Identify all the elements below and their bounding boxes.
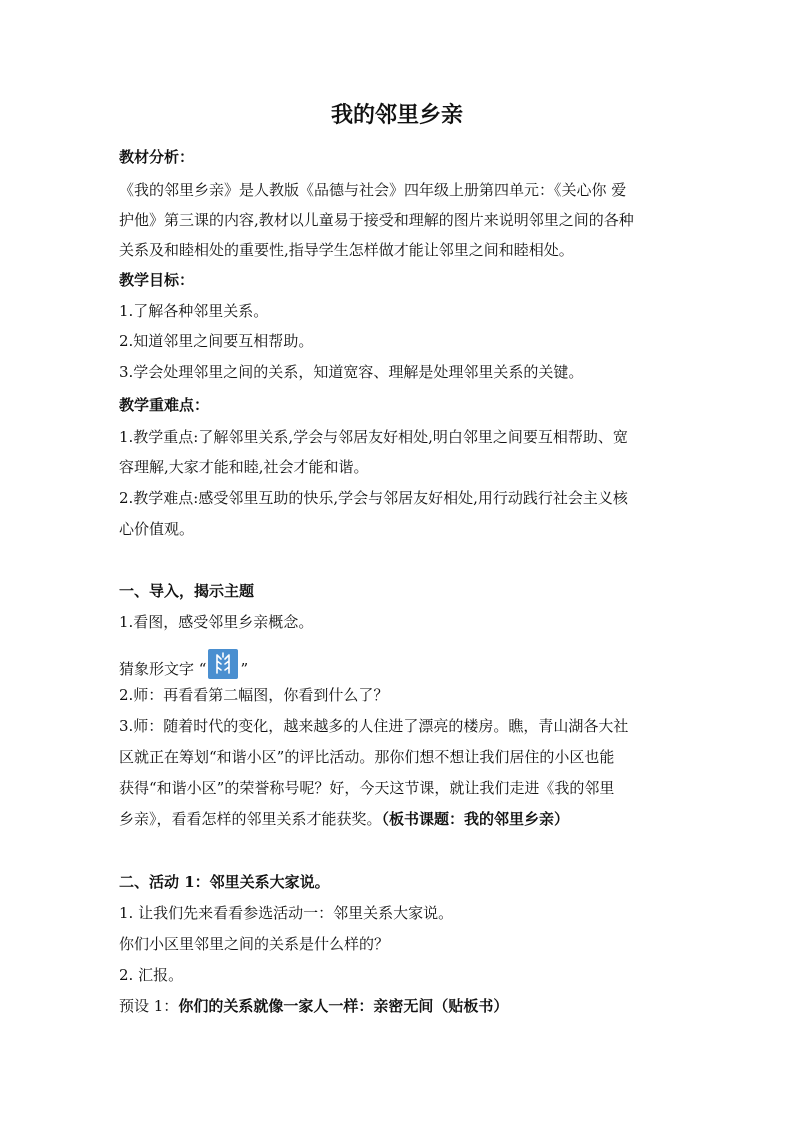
guess-suffix: ” <box>240 660 249 678</box>
preset-line <box>119 996 679 1016</box>
page-title: 我的邻里乡亲 <box>330 102 463 128</box>
guess-line <box>119 655 679 685</box>
part1-line-2: 2.师：再看看第二幅图，你看到什么了？ <box>119 686 389 704</box>
analysis-line-1: 《我的邻里乡亲》是人教版《品德与社会》四年级上册第四单元：《关心你 爱 <box>119 181 627 199</box>
hieroglyph-image-icon <box>208 649 238 679</box>
analysis-heading: 教材分析： <box>119 148 195 166</box>
key-heading: 教学重难点： <box>119 396 210 414</box>
guess-prefix: 猜象形文字 “ <box>119 660 207 678</box>
preset-label: 预设 1： <box>119 997 179 1015</box>
part1-line-4: 区就正在筹划“和谐小区”的评比活动。那你们想不想让我们居住的小区也能 <box>119 748 615 766</box>
analysis-line-2: 护他》第三课的内容,教材以儿童易于接受和理解的图片来说明邻里之间的各种 <box>119 211 634 229</box>
key-line-1: 1.教学重点:了解邻里关系,学会与邻居友好相处,明白邻里之间要互相帮助、宽 <box>119 428 628 446</box>
part2-line-1: 1. 让我们先来看看参选活动一：邻里关系大家说。 <box>119 904 454 922</box>
key-line-2: 容理解,大家才能和睦,社会才能和谐。 <box>119 458 369 476</box>
part1-line-3: 3.师：随着时代的变化，越来越多的人住进了漂亮的楼房。瞧，青山湖各大社 <box>119 717 629 735</box>
key-line-4: 心价值观。 <box>119 520 195 538</box>
part1-line-5: 获得“和谐小区”的荣誉称号呢？好，今天这节课，就让我们走进《我的邻里 <box>119 779 615 797</box>
board-title-note: （板书课题：我的邻里乡亲） <box>381 810 570 828</box>
part2-heading: 二、活动 1：邻里关系大家说。 <box>119 873 330 891</box>
key-line-3: 2.教学难点:感受邻里互助的快乐,学会与邻居友好相处,用行动践行社会主义核 <box>119 489 628 507</box>
analysis-line-3: 关系及和睦相处的重要性,指导学生怎样做才能让邻里之间和睦相处。 <box>119 241 574 259</box>
part1-line-6 <box>119 809 679 829</box>
goal-item-2: 2.知道邻里之间要互相帮助。 <box>119 332 314 350</box>
goal-item-1: 1.了解各种邻里关系。 <box>119 302 269 320</box>
part1-line-1: 1.看图，感受邻里乡亲概念。 <box>119 613 314 631</box>
part1-last-normal: 乡亲》，看看怎样的邻里关系才能获奖。 <box>119 810 382 828</box>
part2-line-2: 你们小区里邻里之间的关系是什么样的？ <box>119 935 390 953</box>
goal-item-3: 3.学会处理邻里之间的关系，知道宽容、理解是处理邻里关系的关键。 <box>119 363 584 381</box>
part2-line-3: 2. 汇报。 <box>119 966 184 984</box>
goals-heading: 教学目标： <box>119 271 195 289</box>
part1-heading: 一、导入，揭示主题 <box>119 582 255 600</box>
preset-answer: 你们的关系就像一家人一样：亲密无间（贴板书） <box>178 997 509 1015</box>
